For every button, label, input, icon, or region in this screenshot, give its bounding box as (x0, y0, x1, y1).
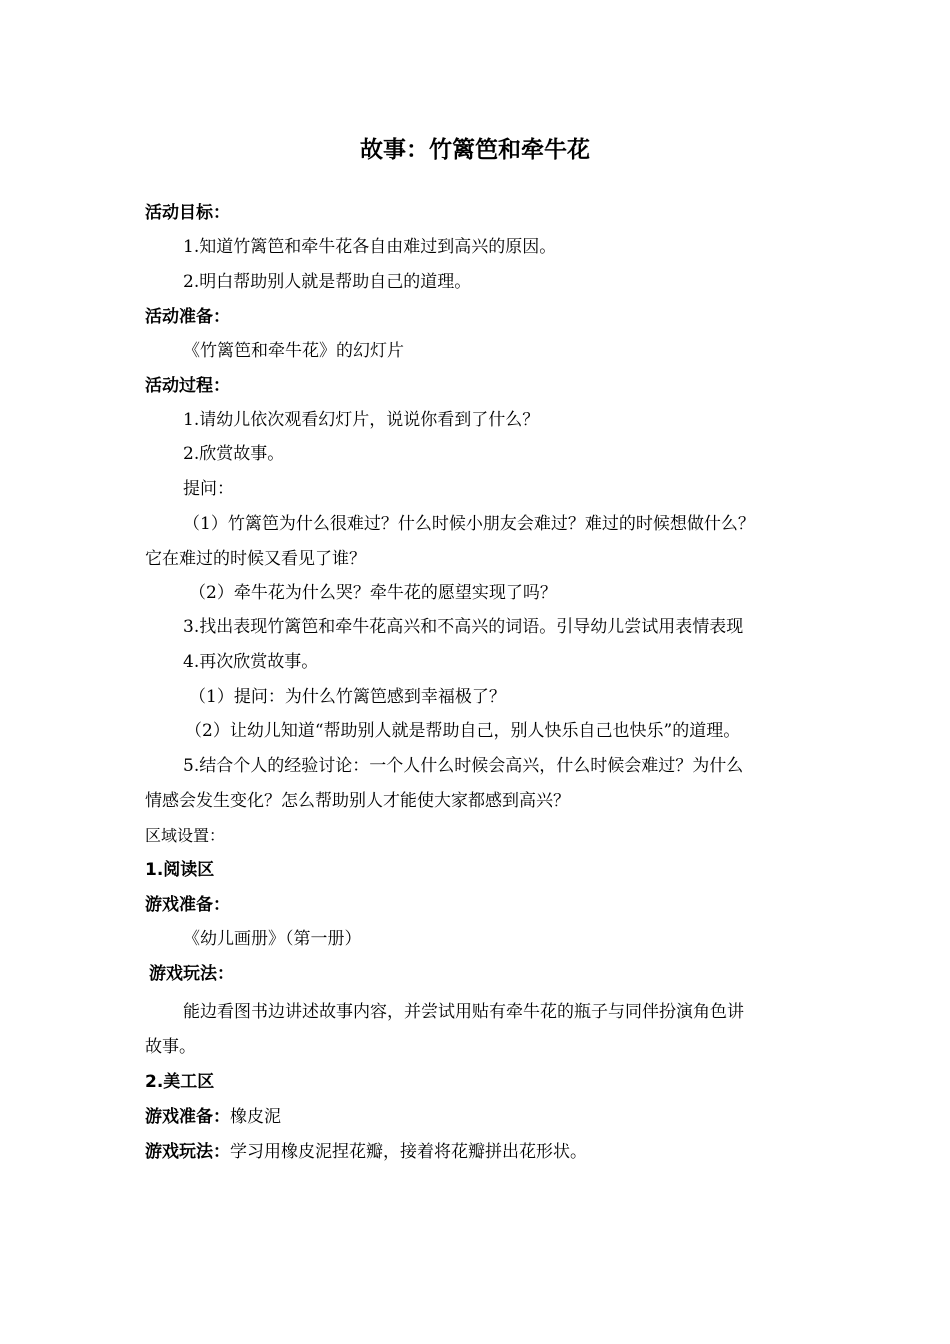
area-heading: 区域设置： (145, 826, 226, 845)
area-2-play: 学习用橡皮泥捏花瓣，接着将花瓣拼出花形状。 (230, 1142, 587, 1162)
process-step-1: 1.请幼儿依次观看幻灯片，说说你看到了什么？ (183, 410, 540, 430)
question-label: 提问： (183, 479, 234, 499)
area-2-title: 2.美工区 (145, 1072, 215, 1092)
process-step-5-line-2: 情感会发生变化？怎么帮助别人才能使大家都感到高兴？ (145, 791, 570, 811)
process-step-4: 4.再次欣赏故事。 (183, 652, 319, 672)
area-2-prep: 橡皮泥 (230, 1107, 281, 1127)
area-2-prep-line (145, 1105, 822, 1129)
area-1-play-line-1: 能边看图书边讲述故事内容，并尝试用贴有牵牛花的瓶子与同伴扮演角色讲 (183, 1002, 744, 1022)
process-heading: 活动过程： (145, 376, 230, 396)
goal-heading: 活动目标： (145, 203, 230, 223)
area-2-prep-label: 游戏准备： (145, 1107, 230, 1127)
process-step-4-1: （1）提问：为什么竹篱笆感到幸福极了？ (189, 687, 506, 707)
question-2: （2）牵牛花为什么哭？牵牛花的愿望实现了吗？ (189, 583, 557, 603)
question-1-line-1: （1）竹篱笆为什么很难过？什么时候小朋友会难过？难过的时候想做什么？ (183, 514, 755, 534)
prep-item-1: 《竹篱笆和牵牛花》的幻灯片 (183, 341, 404, 361)
process-step-4-2: （2）让幼儿知道“帮助别人就是帮助自己，别人快乐自己也快乐”的道理。 (185, 721, 741, 741)
area-1-prep-label: 游戏准备： (145, 895, 230, 915)
goal-item-2: 2.明白帮助别人就是帮助自己的道理。 (183, 272, 472, 292)
area-1-prep: 《幼儿画册》（第一册） (183, 929, 362, 949)
area-2-play-line (145, 1140, 822, 1164)
question-1-line-2: 它在难过的时候又看见了谁？ (145, 549, 366, 569)
process-step-5-line-1: 5.结合个人的经验讨论：一个人什么时候会高兴，什么时候会难过？为什么 (183, 756, 744, 776)
page-title: 故事：竹篱笆和牵牛花 (360, 137, 590, 163)
area-1-title: 1.阅读区 (145, 860, 215, 880)
area-2-play-label: 游戏玩法： (145, 1142, 230, 1162)
area-1-play-label: 游戏玩法： (149, 964, 234, 984)
goal-item-1: 1.知道竹篱笆和牵牛花各自由难过到高兴的原因。 (183, 237, 557, 257)
area-1-play-line-2: 故事。 (145, 1037, 196, 1057)
prep-heading: 活动准备： (145, 307, 230, 327)
process-step-3: 3.找出表现竹篱笆和牵牛花高兴和不高兴的词语。引导幼儿尝试用表情表现 (183, 617, 744, 637)
process-step-2: 2.欣赏故事。 (183, 444, 285, 464)
